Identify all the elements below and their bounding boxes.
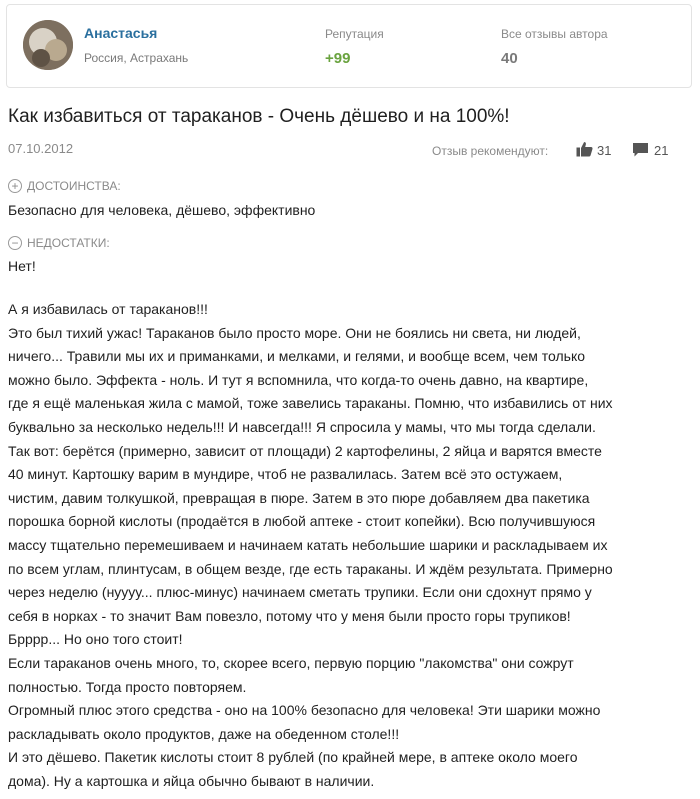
reputation-label: Репутация [325,27,384,41]
review-body-line: Если тараканов очень много, то, скорее всего, первую порцию "лакомства" они сожрут [8,654,574,671]
review-body-line: полностью. Тогда просто повторяем. [8,678,247,695]
cons-heading [8,236,110,250]
thumbs-up-icon[interactable] [576,141,593,162]
review-body-line: буквально за несколько недель!!! И навсегда!!! Я спросила у мамы, что мы тогда сделали. [8,418,596,435]
reputation-value: +99 [325,50,351,67]
review-body-line: можно было. Эффекта - ноль. И тут я вспомнила, что когда-то очень давно, на квартире, [8,371,589,388]
pros-label: ДОСТОИНСТВА: [27,179,121,193]
avatar[interactable] [23,20,73,70]
comments-count: 21 [654,143,669,158]
recommend-label: Отзыв рекомендуют: [432,144,549,158]
author-location: Россия, Астрахань [84,51,189,65]
review-body-line: И это дёшево. Пакетик кислоты стоит 8 рублей (по крайней мере, в аптеке около моего [8,749,578,766]
review-body-line: раскладывать около продуктов, даже на обеденном столе!!! [8,725,400,742]
review-body-line: через неделю (нуууу... плюс-минус) начинаем сметать трупики. Если они сдохнут прямо у [8,584,592,601]
review-body-line: Это был тихий ужас! Тараканов было просто море. Они не боялись ни света, ни людей, [8,324,581,341]
author-reviews-label[interactable]: Все отзывы автора [501,27,608,41]
pros-heading [8,179,121,193]
review-body-line: массу тщательно перемешиваем и начинаем катать небольшие шарики и раскладываем их [8,536,608,553]
review-date: 07.10.2012 [8,141,74,156]
review-body-line: 40 минут. Картошку варим в мундире, чтоб не развалилась. Затем всё это остужаем, [8,466,563,483]
minus-circle-icon: − [8,236,22,250]
author-card [6,4,692,88]
review-body-line: ничего... Травили мы их и приманками, и мелками, и гелями, и вообще всем, чем только [8,348,586,365]
pros-text: Безопасно для человека, дёшево, эффективно [8,202,316,218]
review-body-line: чистим, давим толкушкой, превращая в пюре. Затем в это пюре добавляем два пакетика [8,489,590,506]
review-body-line: Так вот: берётся (примерно, зависит от площади) 2 картофелины, 2 яйца и варятся вместе [8,442,602,459]
review-body-line: А я избавилась от тараканов!!! [8,301,208,317]
author-reviews-count[interactable]: 40 [501,50,518,67]
review-body-line: Брррр... Но оно того стоит! [8,631,183,648]
review-title: Как избавиться от тараканов - Очень дёшево и на 100%! [8,106,510,127]
review-body-line: где я ещё маленькая жила с мамой, тоже завелись тараканы. Помню, что избавились от них [8,395,613,412]
cons-text: Нет! [8,258,36,274]
review-body-line: порошка борной кислоты (продаётся в любой аптеке - стоит копейки). Всю получившуюся [8,513,596,530]
review-body-line: себя в норках - то значит Вам повезло, потому что у меня были просто горы трупиков! [8,607,571,624]
review-body-line: по всем углам, плинтусам, в общем везде, где есть тараканы. И ждём результата. Примерно [8,560,613,577]
review-body-line: дома). Ну а картошка и яйца обычно бывают в наличии. [8,772,375,789]
comment-icon[interactable] [632,142,649,162]
likes-count: 31 [597,143,612,158]
plus-circle-icon: + [8,179,22,193]
cons-label: НЕДОСТАТКИ: [27,236,110,250]
author-name[interactable]: Анастасья [84,25,158,41]
review-body-line: Огромный плюс этого средства - оно на 100% безопасно для человека! Эти шарики можно [8,702,601,719]
review-body [8,298,692,793]
